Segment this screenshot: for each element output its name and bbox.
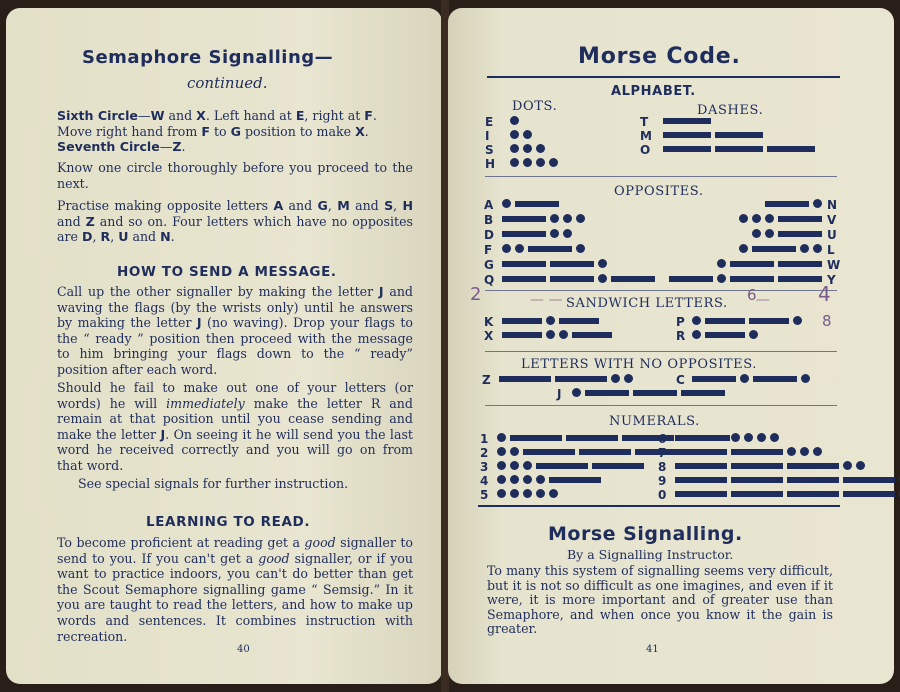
morse-dot [546, 330, 555, 339]
morse-dash [510, 435, 562, 441]
morse-dash [767, 146, 815, 152]
morse-dot [793, 316, 802, 325]
morse-dash [523, 449, 575, 455]
morse-dot [502, 244, 511, 253]
dots-label: DOTS. [512, 99, 558, 114]
morse-letter-3: 3 [480, 460, 489, 474]
morse-dot [856, 461, 865, 470]
morse-dash [705, 332, 745, 338]
morse-dash [549, 477, 601, 483]
morse-dot [523, 489, 532, 498]
know-one-circle-paragraph: Know one circle thoroughly before you proceed to the next. [57, 160, 413, 191]
morse-dash [778, 276, 822, 282]
seventh-circle-label: Seventh Circle [57, 139, 160, 155]
morse-dash [731, 463, 783, 469]
morse-dash [550, 261, 594, 267]
morse-dash [705, 318, 745, 324]
morse-dash [502, 276, 546, 282]
morse-dash [675, 435, 727, 441]
call-up-paragraph: Call up the other signaller by making the letter J and waving the flags (by the wrists only) until he answers by making the letter J (no waving). Drop your flags to the “ ready ” position then proceed with the message to him bringing your flags down to the “ ready” position after each word. [57, 284, 414, 377]
sixth-circle-label: Sixth Circle [57, 108, 138, 123]
morse-dash [778, 231, 822, 237]
morse-dash [731, 477, 783, 483]
morse-dash [778, 261, 822, 267]
morse-dash [663, 118, 711, 124]
morse-letter-b: B [484, 213, 494, 227]
morse-dot [549, 158, 558, 167]
morse-letter-2: 2 [480, 446, 489, 460]
morse-letter-o: O [640, 143, 651, 157]
morse-dash [536, 463, 588, 469]
no-opposites-heading: LETTERS WITH NO OPPOSITES. [521, 357, 758, 372]
morse-letter-8: 8 [658, 460, 667, 474]
morse-letter-q: Q [484, 273, 495, 287]
morse-dash [572, 332, 612, 338]
morse-dot [800, 244, 809, 253]
pencil-mark-8: 8 [822, 312, 832, 330]
morse-dot [813, 244, 822, 253]
byline: By a Signalling Instructor. [567, 547, 734, 562]
morse-letter-5: 5 [480, 488, 489, 502]
should-he-fail-paragraph: Should he fail to make out one of your letters (or words) he will immediately make the letter R and remain at that position until you cease sending and make the letter J. On seeing it he will send you the last word he received correctly and you will go on from that word. [57, 380, 413, 473]
morse-dot [550, 229, 559, 238]
morse-letter-4: 4 [480, 474, 489, 488]
morse-dot [497, 475, 506, 484]
alphabet-heading: ALPHABET. [611, 84, 696, 99]
morse-dash [502, 216, 546, 222]
morse-dot [563, 229, 572, 238]
morse-dash [843, 491, 895, 497]
morse-dot [801, 374, 810, 383]
morse-dot [731, 433, 740, 442]
morse-dot [515, 244, 524, 253]
morse-dash [730, 276, 774, 282]
morse-dash [715, 132, 763, 138]
morse-dot [576, 244, 585, 253]
morse-dash [663, 146, 711, 152]
morse-dot [559, 330, 568, 339]
morse-signalling-title: Morse Signalling. [548, 523, 743, 545]
morse-letter-y: Y [827, 273, 836, 287]
pencil-mark-6: 6 [747, 286, 757, 304]
morse-dash [731, 449, 783, 455]
morse-dot [749, 330, 758, 339]
morse-dot [497, 489, 506, 498]
morse-letter-i: I [485, 129, 490, 143]
morse-dash [550, 276, 594, 282]
morse-dot [765, 214, 774, 223]
morse-dash [499, 376, 551, 382]
morse-dash [675, 449, 727, 455]
morse-letter-u: U [827, 228, 837, 242]
morse-letter-9: 9 [658, 474, 667, 488]
morse-dash [528, 246, 572, 252]
morse-dot [523, 475, 532, 484]
divider-no-opposites [485, 351, 837, 352]
morse-letter-s: S [485, 143, 494, 157]
morse-dash [675, 491, 727, 497]
morse-letter-w: W [827, 258, 841, 272]
morse-letter-e: E [485, 115, 494, 129]
morse-dash [753, 376, 797, 382]
morse-dot [611, 374, 620, 383]
morse-dash [515, 201, 559, 207]
morse-dot [717, 259, 726, 268]
morse-dash [675, 463, 727, 469]
morse-dash [633, 390, 677, 396]
morse-dot [765, 229, 774, 238]
morse-dot [523, 461, 532, 470]
morse-dot [800, 447, 809, 456]
morse-dash [715, 146, 763, 152]
morse-dash [681, 390, 725, 396]
morse-dot [576, 214, 585, 223]
morse-dot [546, 316, 555, 325]
morse-dash [566, 435, 618, 441]
special-signals-paragraph: See special signals for further instruction. [78, 476, 349, 491]
morse-dot [787, 447, 796, 456]
morse-dot [563, 214, 572, 223]
morse-dot [598, 274, 607, 283]
page-number-right: 41 [646, 644, 659, 655]
morse-dot [843, 461, 852, 470]
morse-dot [497, 433, 506, 442]
morse-dot [510, 489, 519, 498]
sandwich-heading: SANDWICH LETTERS. [566, 296, 728, 311]
morse-dash [778, 216, 822, 222]
morse-letter-p: P [676, 315, 685, 329]
morse-letter-h: H [485, 157, 496, 171]
divider-opposites [485, 176, 837, 177]
morse-dot [740, 374, 749, 383]
morse-dot [523, 130, 532, 139]
morse-dot [598, 259, 607, 268]
dashes-label: DASHES. [697, 103, 764, 118]
morse-dot [739, 244, 748, 253]
morse-dash [765, 201, 809, 207]
heading-learning-to-read: LEARNING TO READ. [146, 514, 311, 530]
morse-letter-7: 7 [658, 446, 667, 460]
morse-letter-c: C [676, 373, 685, 387]
morse-letter-1: 1 [480, 432, 489, 446]
morse-dot [510, 116, 519, 125]
morse-letter-v: V [827, 213, 837, 227]
morse-dot [523, 158, 532, 167]
opposites-heading: OPPOSITES. [614, 184, 704, 199]
morse-dash [579, 449, 631, 455]
morse-dot [550, 214, 559, 223]
morse-dot [692, 316, 701, 325]
morse-dash [787, 491, 839, 497]
pencil-dash-mark-2: — [756, 292, 770, 308]
divider-numerals [485, 405, 837, 406]
morse-dot [739, 214, 748, 223]
title-rule [487, 76, 840, 78]
morse-dash [611, 276, 655, 282]
morse-dot [624, 374, 633, 383]
morse-dot [717, 274, 726, 283]
morse-dash [787, 463, 839, 469]
morse-dash [675, 477, 727, 483]
morse-letter-j: J [557, 387, 562, 401]
morse-dot [510, 144, 519, 153]
morse-dot [757, 433, 766, 442]
morse-dash [843, 477, 895, 483]
morse-dot [813, 199, 822, 208]
morse-letter-f: F [484, 243, 493, 257]
pencil-mark-2: 2 [470, 284, 482, 305]
table-bottom-rule [478, 505, 840, 507]
opposite-letters-paragraph: Practise making opposite letters A and G, M and S, H and Z and so on. Four letters which have no opposites are D, R, U and N. [57, 198, 414, 245]
morse-letter-n: N [827, 198, 838, 212]
morse-dash [752, 246, 796, 252]
morse-dot [549, 489, 558, 498]
morse-letter-x: X [484, 329, 494, 343]
morse-dash [669, 276, 713, 282]
morse-letter-t: T [640, 115, 649, 129]
morse-dot [813, 447, 822, 456]
right-page-title: Morse Code. [578, 44, 741, 69]
morse-dash [592, 463, 644, 469]
morse-dot [744, 433, 753, 442]
morse-letter-l: L [827, 243, 835, 257]
morse-dash [692, 376, 736, 382]
morse-dash [555, 376, 607, 382]
morse-intro-paragraph: To many this system of signalling seems very difficult, but it is not so difficult as one imagines, and even if it were, it is more important and of greater use than Semaphore, and when once you know it the gain is greater. [487, 563, 833, 637]
morse-letter-d: D [484, 228, 494, 242]
morse-dot [536, 144, 545, 153]
heading-send-message: HOW TO SEND A MESSAGE. [117, 264, 337, 280]
morse-dot [502, 199, 511, 208]
morse-dash [585, 390, 629, 396]
numerals-heading: NUMERALS. [609, 414, 700, 429]
morse-dot [536, 489, 545, 498]
morse-dot [536, 158, 545, 167]
morse-dot [497, 461, 506, 470]
morse-letter-m: M [640, 129, 652, 143]
morse-dot [523, 144, 532, 153]
morse-dash [749, 318, 789, 324]
morse-dot [510, 475, 519, 484]
left-page-subtitle: continued. [187, 74, 268, 92]
sixth-circle-paragraph: Sixth Circle—W and X. Left hand at E, right at F. Move right hand from F to G position to make X. Seventh Circle—Z. [57, 108, 377, 155]
morse-dot [536, 475, 545, 484]
morse-dash [502, 231, 546, 237]
morse-dot [692, 330, 701, 339]
morse-dot [510, 461, 519, 470]
morse-dot [497, 447, 506, 456]
morse-dot [572, 388, 581, 397]
morse-dash [502, 332, 542, 338]
morse-letter-6: 6 [658, 432, 667, 446]
learning-to-read-paragraph: To become proficient at reading get a good signaller to send to you. If you can't get a good signaller, or if you want to practice indoors, you can't do better than get the Scout Semaphore signalling game “ Semsig.” In it you are taught to read the letters, and how to make up words and sentences. It combines instruction with recreation. [57, 535, 413, 644]
morse-dot [510, 130, 519, 139]
morse-letter-a: A [484, 198, 494, 212]
page-number-left: 40 [237, 644, 250, 655]
pencil-dash-mark: — — [530, 292, 563, 308]
morse-letter-z: Z [482, 373, 491, 387]
morse-letter-r: R [676, 329, 686, 343]
morse-dash [663, 132, 711, 138]
morse-dash [730, 261, 774, 267]
divider-sandwich [485, 290, 837, 291]
morse-dot [510, 158, 519, 167]
morse-dot [510, 447, 519, 456]
morse-letter-g: G [484, 258, 494, 272]
morse-dash [731, 491, 783, 497]
morse-dash [787, 477, 839, 483]
pencil-mark-4: 4 [818, 282, 831, 306]
morse-dot [752, 214, 761, 223]
morse-dot [752, 229, 761, 238]
morse-dot [770, 433, 779, 442]
left-page-title: Semaphore Signalling— [82, 47, 334, 68]
morse-letter-0: 0 [658, 488, 667, 502]
morse-letter-k: K [484, 315, 494, 329]
morse-dash [559, 318, 599, 324]
morse-dash [502, 261, 546, 267]
morse-dash [502, 318, 542, 324]
